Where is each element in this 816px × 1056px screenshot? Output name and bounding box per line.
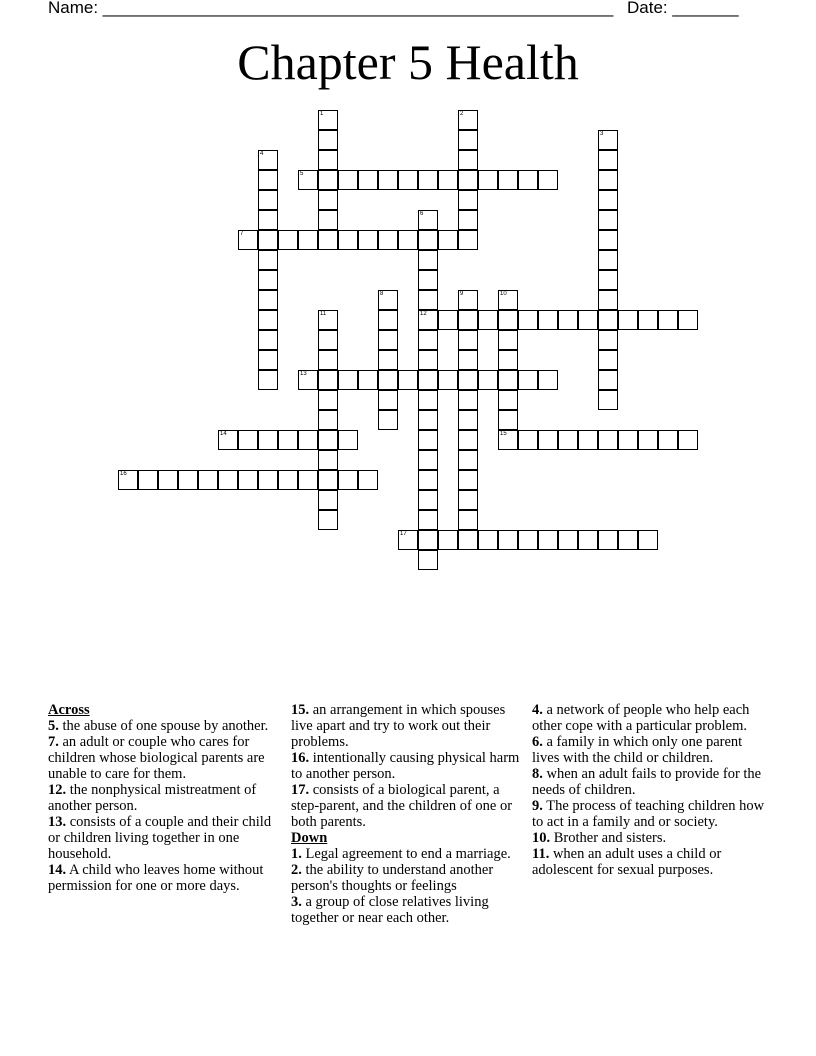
clue-column-1: [48, 702, 280, 894]
crossword-cell[interactable]: [458, 230, 478, 250]
crossword-cell[interactable]: [258, 230, 278, 250]
crossword-cell[interactable]: [458, 110, 478, 130]
crossword-cell[interactable]: [258, 290, 278, 310]
crossword-cell[interactable]: [438, 530, 458, 550]
crossword-cell[interactable]: [418, 230, 438, 250]
crossword-cell[interactable]: [598, 290, 618, 310]
crossword-cell[interactable]: [418, 310, 438, 330]
crossword-cell[interactable]: [258, 270, 278, 290]
crossword-cell[interactable]: [638, 310, 658, 330]
clue-down-2: 2. the ability to understand another person's thoughts or feelings: [291, 862, 494, 894]
crossword-cell[interactable]: [598, 370, 618, 390]
clue-down-6: 6. a family in which only one parent lives with the child or children.: [532, 734, 743, 766]
crossword-cell[interactable]: [318, 450, 338, 470]
crossword-cell[interactable]: [598, 190, 618, 210]
crossword-cell[interactable]: [538, 430, 558, 450]
crossword-cell[interactable]: [678, 310, 698, 330]
crossword-cell[interactable]: [478, 170, 498, 190]
crossword-cell[interactable]: [518, 370, 538, 390]
crossword-cell[interactable]: [458, 150, 478, 170]
crossword-cell[interactable]: [458, 290, 478, 310]
crossword-cell[interactable]: [358, 230, 378, 250]
crossword-cell[interactable]: [518, 430, 538, 450]
crossword-cell[interactable]: [298, 370, 318, 390]
crossword-cell[interactable]: [658, 430, 678, 450]
crossword-cell[interactable]: [598, 430, 618, 450]
crossword-cell[interactable]: [458, 530, 478, 550]
crossword-cell[interactable]: [558, 430, 578, 450]
clue-down-11: 11. when an adult uses a child or adolescent for sexual purposes.: [532, 846, 722, 878]
crossword-cell[interactable]: [378, 350, 398, 370]
crossword-cell[interactable]: [598, 330, 618, 350]
crossword-cell[interactable]: [518, 170, 538, 190]
crossword-cell[interactable]: [598, 270, 618, 290]
cell-number: 2: [460, 111, 464, 117]
crossword-cell[interactable]: [498, 430, 518, 450]
crossword-cell[interactable]: [598, 170, 618, 190]
crossword-cell[interactable]: [358, 170, 378, 190]
crossword-cell[interactable]: [418, 390, 438, 410]
cell-number: 14: [220, 431, 227, 437]
crossword-cell[interactable]: [478, 370, 498, 390]
crossword-cell[interactable]: [318, 330, 338, 350]
crossword-cell[interactable]: [418, 350, 438, 370]
crossword-cell[interactable]: [598, 350, 618, 370]
crossword-cell[interactable]: [298, 470, 318, 490]
crossword-cell[interactable]: [538, 170, 558, 190]
crossword-cell[interactable]: [458, 170, 478, 190]
cell-number: 1: [320, 111, 324, 117]
crossword-cell[interactable]: [498, 390, 518, 410]
crossword-cell[interactable]: [398, 230, 418, 250]
crossword-cell[interactable]: [558, 530, 578, 550]
crossword-cell[interactable]: [258, 330, 278, 350]
crossword-cell[interactable]: [618, 530, 638, 550]
clue-across-15: 15. an arrangement in which spouses live apart and try to work out their problems.: [291, 702, 506, 750]
crossword-cell[interactable]: [598, 210, 618, 230]
header: [48, 0, 748, 20]
cell-number: 15: [500, 431, 507, 437]
crossword-cell[interactable]: [398, 170, 418, 190]
crossword-cell[interactable]: [458, 430, 478, 450]
cell-number: 10: [500, 291, 507, 297]
crossword-cell[interactable]: [418, 410, 438, 430]
crossword-cell[interactable]: [238, 470, 258, 490]
crossword-cell[interactable]: [438, 310, 458, 330]
crossword-cell[interactable]: [258, 190, 278, 210]
crossword-cell[interactable]: [378, 370, 398, 390]
crossword-cell[interactable]: [258, 310, 278, 330]
cell-number: 4: [260, 151, 264, 157]
cell-number: 12: [420, 311, 427, 317]
crossword-cell[interactable]: [238, 230, 258, 250]
crossword-cell[interactable]: [618, 310, 638, 330]
clue-across-13: 13. consists of a couple and their child or children living together in one household.: [48, 814, 272, 862]
crossword-cell[interactable]: [458, 190, 478, 210]
crossword-cell[interactable]: [138, 470, 158, 490]
crossword-cell[interactable]: [318, 210, 338, 230]
crossword-cell[interactable]: [538, 530, 558, 550]
cell-number: 9: [460, 291, 464, 297]
crossword-cell[interactable]: [378, 410, 398, 430]
crossword-cell[interactable]: [338, 470, 358, 490]
clue-column-2: [291, 702, 527, 926]
crossword-cell[interactable]: [258, 350, 278, 370]
crossword-cell[interactable]: [438, 170, 458, 190]
crossword-cell[interactable]: [438, 230, 458, 250]
crossword-cell[interactable]: [198, 470, 218, 490]
cell-number: 3: [600, 131, 604, 137]
crossword-cell[interactable]: [418, 550, 438, 570]
crossword-cell[interactable]: [598, 310, 618, 330]
crossword-cell[interactable]: [418, 490, 438, 510]
crossword-cell[interactable]: [458, 510, 478, 530]
cell-number: 17: [400, 531, 407, 537]
clue-down-4: 4. a network of people who help each other cope with a particular problem.: [532, 702, 750, 734]
crossword-cell[interactable]: [338, 170, 358, 190]
crossword-cell[interactable]: [418, 270, 438, 290]
crossword-cell[interactable]: [298, 230, 318, 250]
cell-number: 7: [240, 231, 244, 237]
crossword-cell[interactable]: [598, 530, 618, 550]
crossword-cell[interactable]: [458, 210, 478, 230]
crossword-cell[interactable]: [278, 430, 298, 450]
crossword-cell[interactable]: [238, 430, 258, 450]
crossword-cell[interactable]: [618, 430, 638, 450]
crossword-cell[interactable]: [338, 430, 358, 450]
crossword-cell[interactable]: [438, 370, 458, 390]
clue-down-9: 9. The process of teaching children how to act in a family and or society.: [532, 798, 765, 830]
crossword-cell[interactable]: [218, 470, 238, 490]
crossword-cell[interactable]: [298, 170, 318, 190]
crossword-cell[interactable]: [678, 430, 698, 450]
clue-across-5: 5. the abuse of one spouse by another.: [48, 718, 269, 734]
clue-across-14: 14. A child who leaves home without permission for one or more days.: [48, 862, 264, 894]
cell-number: 6: [420, 211, 424, 217]
crossword-cell[interactable]: [418, 470, 438, 490]
crossword-cell[interactable]: [458, 370, 478, 390]
crossword-cell[interactable]: [318, 430, 338, 450]
cell-number: 13: [300, 371, 307, 377]
crossword-cell[interactable]: [258, 250, 278, 270]
crossword-cell[interactable]: [578, 430, 598, 450]
crossword-cell[interactable]: [418, 430, 438, 450]
crossword-cell[interactable]: [318, 390, 338, 410]
name-field-label[interactable]: Name: ______________________________________________________: [48, 0, 614, 17]
crossword-cell[interactable]: [278, 230, 298, 250]
crossword-cell[interactable]: [458, 490, 478, 510]
crossword-cell[interactable]: [278, 470, 298, 490]
crossword-cell[interactable]: [458, 450, 478, 470]
clue-across-12: 12. the nonphysical mistreatment of another person.: [48, 782, 257, 814]
crossword-cell[interactable]: [418, 210, 438, 230]
crossword-cell[interactable]: [498, 310, 518, 330]
crossword-cell[interactable]: [258, 430, 278, 450]
crossword-cell[interactable]: [458, 350, 478, 370]
crossword-cell[interactable]: [378, 230, 398, 250]
crossword-cell[interactable]: [418, 330, 438, 350]
clue-column-3: [532, 702, 768, 878]
clue-across-16: 16. intentionally causing physical harm to another person.: [291, 750, 520, 782]
crossword-cell[interactable]: [258, 470, 278, 490]
crossword-cell[interactable]: [378, 170, 398, 190]
crossword-cell[interactable]: [518, 310, 538, 330]
crossword-cell[interactable]: [458, 130, 478, 150]
crossword-cell[interactable]: [378, 330, 398, 350]
crossword-cell[interactable]: [318, 510, 338, 530]
crossword-cell[interactable]: [418, 530, 438, 550]
crossword-cell[interactable]: [598, 230, 618, 250]
clue-down-3: 3. a group of close relatives living together or near each other.: [291, 894, 489, 926]
crossword-cell[interactable]: [518, 530, 538, 550]
crossword-cell[interactable]: [458, 310, 478, 330]
crossword-cell[interactable]: [258, 370, 278, 390]
cell-number: 5: [300, 171, 304, 177]
crossword-cell[interactable]: [358, 470, 378, 490]
page-title: Chapter 5 Health: [237, 34, 579, 90]
crossword-cell[interactable]: [418, 250, 438, 270]
crossword-cell[interactable]: [258, 150, 278, 170]
crossword-cell[interactable]: [318, 230, 338, 250]
crossword-cell[interactable]: [338, 230, 358, 250]
crossword-cell[interactable]: [538, 310, 558, 330]
crossword-cell[interactable]: [318, 150, 338, 170]
crossword-cell[interactable]: [318, 410, 338, 430]
crossword-cell[interactable]: [578, 530, 598, 550]
crossword-cell[interactable]: [318, 310, 338, 330]
crossword-cell[interactable]: [258, 170, 278, 190]
crossword-cell[interactable]: [318, 350, 338, 370]
crossword-cell[interactable]: [598, 130, 618, 150]
crossword-cell[interactable]: [538, 370, 558, 390]
crossword-cell[interactable]: [358, 370, 378, 390]
crossword-cell[interactable]: [178, 470, 198, 490]
crossword-cell[interactable]: [498, 370, 518, 390]
crossword-cell[interactable]: [458, 330, 478, 350]
crossword-cell[interactable]: [498, 530, 518, 550]
down-heading: Down: [291, 830, 328, 846]
crossword-cell[interactable]: [458, 470, 478, 490]
crossword-cell[interactable]: [498, 330, 518, 350]
crossword-cell[interactable]: [658, 310, 678, 330]
crossword-cell[interactable]: [478, 310, 498, 330]
crossword-cell[interactable]: [258, 210, 278, 230]
crossword-cell[interactable]: [398, 530, 418, 550]
crossword-cell[interactable]: [378, 310, 398, 330]
crossword-cell[interactable]: [478, 530, 498, 550]
crossword-cell[interactable]: [638, 530, 658, 550]
crossword-cell[interactable]: [498, 410, 518, 430]
crossword-cell[interactable]: [318, 110, 338, 130]
crossword-cell[interactable]: [498, 290, 518, 310]
crossword-cell[interactable]: [118, 470, 138, 490]
cell-number: 8: [380, 291, 384, 297]
crossword-cell[interactable]: [318, 170, 338, 190]
crossword-cell[interactable]: [378, 390, 398, 410]
crossword-cell[interactable]: [318, 130, 338, 150]
crossword-cell[interactable]: [498, 350, 518, 370]
crossword-cell[interactable]: [218, 430, 238, 450]
crossword-cell[interactable]: [418, 510, 438, 530]
crossword-cell[interactable]: [318, 190, 338, 210]
crossword-cell[interactable]: [318, 490, 338, 510]
crossword-cell[interactable]: [418, 370, 438, 390]
crossword-cell[interactable]: [578, 310, 598, 330]
crossword-cell[interactable]: [418, 170, 438, 190]
crossword-cell[interactable]: [638, 430, 658, 450]
crossword-cell[interactable]: [158, 470, 178, 490]
crossword-cell[interactable]: [338, 370, 358, 390]
cell-number: 11: [320, 311, 327, 317]
crossword-cell[interactable]: [418, 450, 438, 470]
crossword-cell[interactable]: [318, 370, 338, 390]
crossword-cell[interactable]: [558, 310, 578, 330]
cell-number: 16: [120, 471, 127, 477]
crossword-cell[interactable]: [598, 250, 618, 270]
crossword-cell[interactable]: [458, 410, 478, 430]
crossword-cell[interactable]: [498, 170, 518, 190]
clue-down-8: 8. when an adult fails to provide for the needs of children.: [532, 766, 762, 798]
crossword-cell[interactable]: [418, 290, 438, 310]
crossword-cell[interactable]: [398, 370, 418, 390]
crossword-cell[interactable]: [298, 430, 318, 450]
crossword-cell[interactable]: [598, 390, 618, 410]
crossword-cell[interactable]: [598, 150, 618, 170]
clue-down-10: 10. Brother and sisters.: [532, 830, 667, 846]
date-field-label[interactable]: Date: _______: [627, 0, 739, 17]
crossword-cell[interactable]: [458, 390, 478, 410]
clue-down-1: 1. Legal agreement to end a marriage.: [291, 846, 511, 862]
crossword-cell[interactable]: [378, 290, 398, 310]
crossword-cell[interactable]: [318, 470, 338, 490]
across-heading: Across: [48, 702, 90, 718]
clue-across-7: 7. an adult or couple who cares for children whose biological parents are unable to care for them.: [48, 734, 265, 782]
clue-across-17: 17. consists of a biological parent, a step-parent, and the children of one or both parents.: [291, 782, 513, 830]
